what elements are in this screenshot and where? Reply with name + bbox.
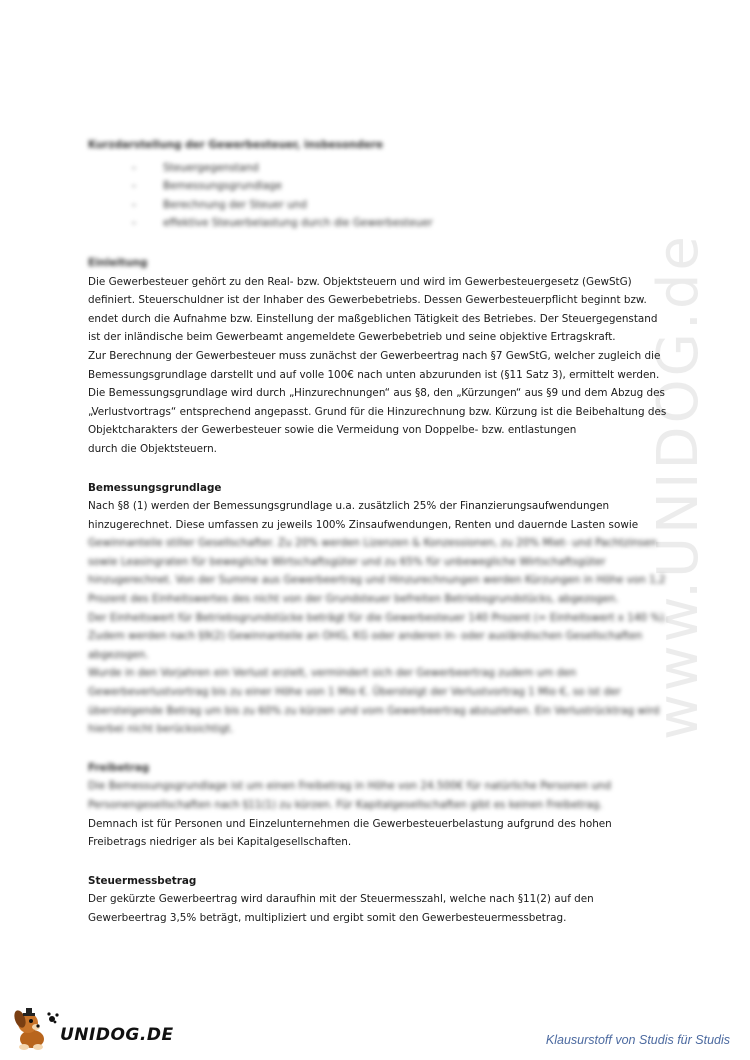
section-title: Freibetrag xyxy=(88,761,150,774)
paragraph: Der gekürzte Gewerbeertrag wird daraufhin mit der Steuermesszahl, welche nach §11(2) auf den Gewerbeertrag 3,5% beträgt, multipliziert und ergibt somit den Gewerbesteuermessbetrag. xyxy=(88,893,594,924)
document-content xyxy=(88,136,668,928)
document-heading: Kurzdarstellung der Gewerbesteuer, insbesondere xyxy=(88,139,384,151)
list-item: - Bemessungsgrundlage xyxy=(88,177,668,196)
blurred-paragraph: Der Einheitswert für Betriebsgrundstücke beträgt für die Gewerbesteuer 140 Prozent (= Einheitswert x 140 %). Zudem werden nach §9(2) Gewinnanteile an OHG, KG oder anderen in- oder ausländischen Gesellschaften abgezogen. xyxy=(88,611,668,661)
section-freibetrag xyxy=(88,759,668,852)
list-item: - Berechnung der Steuer und xyxy=(88,196,668,215)
section-title: Einleitung xyxy=(88,256,148,269)
unidog-logo[interactable] xyxy=(10,1005,180,1053)
dog-icon xyxy=(10,1005,66,1053)
list-item: - Steuergegenstand xyxy=(88,159,668,178)
topic-list xyxy=(88,159,668,233)
section-title: Bemessungsgrundlage xyxy=(88,481,222,494)
blurred-paragraph: Die Bemessungsgrundlage ist um einen Freibetrag in Höhe von 24.500€ für natürliche Personen und Personengesellschaften nach §11(1) zu kürzen. Für Kapitalgesellschaften gibt es keinen Freibetrag. xyxy=(88,780,612,811)
paragraph: Demnach ist für Personen und Einzelunternehmen die Gewerbesteuerbelastung aufgrund des hohen Freibetrags niedriger als bei Kapitalgesellschaften. xyxy=(88,817,612,849)
section-steuermessbetrag xyxy=(88,872,668,928)
paragraph: Die Bemessungsgrundlage wird durch „Hinzurechnungen“ aus §8, den „Kürzungen“ aus §9 und dem Abzug des „Verlustvortrags“ entsprechend angepasst. Grund für die Hinzurechnung bzw. Kürzung ist die Beibehaltung des Objektcharakters der Gewerbesteuer sowie die Vermeidung von Doppelbe- bzw. entlastungen xyxy=(88,387,667,437)
footer-tagline: Klausurstoff von Studis für Studis xyxy=(545,1033,730,1047)
blurred-paragraph: Wurde in den Vorjahren ein Verlust erzielt, vermindert sich der Gewerbeertrag zudem um den Gewerbeverlustvortrag bis zu einer Höhe von 1 Mio €. Übersteigt der Verlustvortrag 1 Mio €, so ist der übersteigende Betrag um bis zu 60% zu kürzen und vom Gewerbeertrag abzuziehen. Ein Verlustrücktrag wird hierbei nicht berücksichtigt. xyxy=(88,667,660,736)
section-bemessungsgrundlage xyxy=(88,479,668,739)
section-einleitung xyxy=(88,254,668,459)
list-item: - effektive Steuerbelastung durch die Gewerbesteuer xyxy=(88,214,668,233)
paragraph: durch die Objektsteuern. xyxy=(88,442,217,455)
paragraph: Zur Berechnung der Gewerbesteuer muss zunächst der Gewerbeertrag nach §7 GewStG, welcher zugleich die Bemessungsgrundlage darstellt und auf volle 100€ nach unten abzurunden ist (§11 Satz 3), ermittelt werden. xyxy=(88,349,661,381)
section-title: Steuermessbetrag xyxy=(88,874,197,887)
watermark: www.UNIDOG.de xyxy=(646,233,711,740)
paragraph: Die Gewerbesteuer gehört zu den Real- bzw. Objektsteuern und wird im Gewerbesteuergesetz (GewStG) definiert. Steuerschuldner ist der Inhaber des Gewerbebetriebs. Dessen Gewerbesteuerpflicht beginnt bzw. endet durch die Aufnahme bzw. Einstellung der maßgeblichen Tätigkeit des Betriebes. Der Steuergegenstand ist der inländische beim Gewerbeamt angemeldete Gewerbebetrieb und seine objektive Ertragskraft. xyxy=(88,275,658,344)
paragraph: Nach §8 (1) werden der Bemessungsgrundlage u.a. zusätzlich 25% der Finanzierungsaufwendungen hinzugerechnet. Diese umfassen zu jeweils 100% Zinsaufwendungen, Renten und dauernde Lasten sowie xyxy=(88,500,639,531)
logo-text: UNIDOG.DE xyxy=(60,1025,174,1045)
blurred-paragraph: Gewinnanteile stiller Gesellschafter. Zu 20% werden Lizenzen & Konzessionen, zu 20% Miet- und Pachtzinsen sowie Leasingraten für bewegliche Wirtschaftsgüter und zu 65% für unbewegliche Wirtschaftsgüter hinzugerechnet. Von der Summe aus Gewerbeertrag und Hinzurechnungen werden Kürzungen in Höhe von 1,2 Prozent des Einheitswertes des nicht von der Grundsteuer befreiten Betriebsgrundstücks, abgezogen. xyxy=(88,537,666,606)
